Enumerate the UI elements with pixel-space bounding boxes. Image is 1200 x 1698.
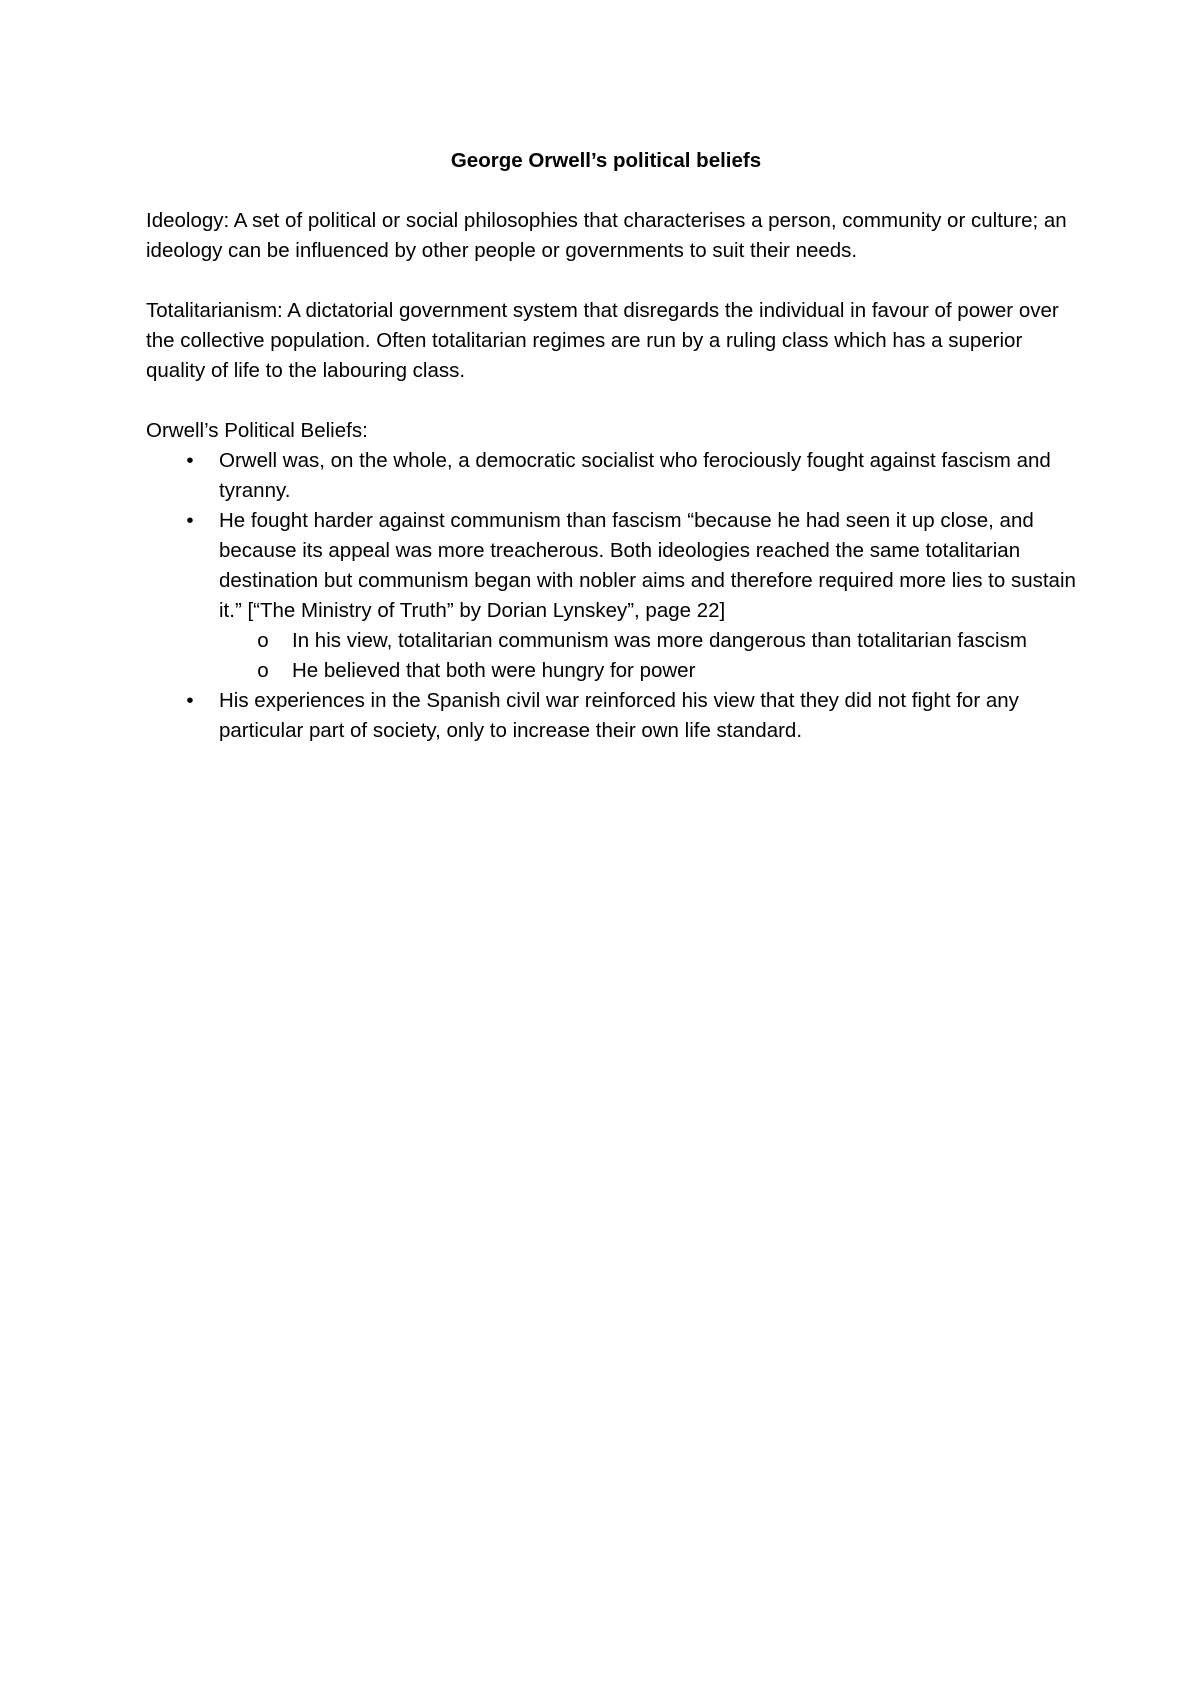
list-item xyxy=(146,686,1076,746)
totalitarianism-definition: Totalitarianism: A dictatorial government system that disregards the individual in favour of power over the collective population. Often totalitarian regimes are run by a ruling class which has a superior quality of life to the labouring class. xyxy=(146,299,1059,382)
list-item-text: He fought harder against communism than fascism “because he had seen it up close, and because its appeal was more treacherous. Both ideologies reached the same totalitarian destination but communism began with nobler aims and therefore required more lies to sustain it.” [“The Ministry of Truth” by Dorian Lynskey”, page 22] xyxy=(219,509,1076,622)
sub-list-item-text: He believed that both were hungry for power xyxy=(292,659,696,682)
bullet-icon: • xyxy=(186,509,194,532)
list-item-text: Orwell was, on the whole, a democratic socialist who ferociously fought against fascism and tyranny. xyxy=(219,449,1051,502)
circle-bullet-icon: o xyxy=(257,659,269,682)
document-body xyxy=(146,146,1076,746)
bullet-icon: • xyxy=(186,689,194,712)
sub-list-item-text: In his view, totalitarian communism was more dangerous than totalitarian fascism xyxy=(292,629,1027,652)
sub-list xyxy=(219,626,1076,686)
beliefs-list xyxy=(146,446,1076,746)
list-heading: Orwell’s Political Beliefs: xyxy=(146,419,368,442)
list-item-text: His experiences in the Spanish civil war reinforced his view that they did not fight for any particular part of society, only to increase their own life standard. xyxy=(219,689,1019,742)
circle-bullet-icon: o xyxy=(257,629,269,652)
list-item xyxy=(146,506,1076,686)
bullet-icon: • xyxy=(186,449,194,472)
list-item xyxy=(146,446,1076,506)
sub-list-item xyxy=(219,626,1076,656)
page-title: George Orwell’s political beliefs xyxy=(450,149,762,172)
sub-list-item xyxy=(219,656,1076,686)
ideology-definition: Ideology: A set of political or social philosophies that characterises a person, community or culture; an ideology can be influenced by other people or governments to suit their needs. xyxy=(146,209,1067,262)
